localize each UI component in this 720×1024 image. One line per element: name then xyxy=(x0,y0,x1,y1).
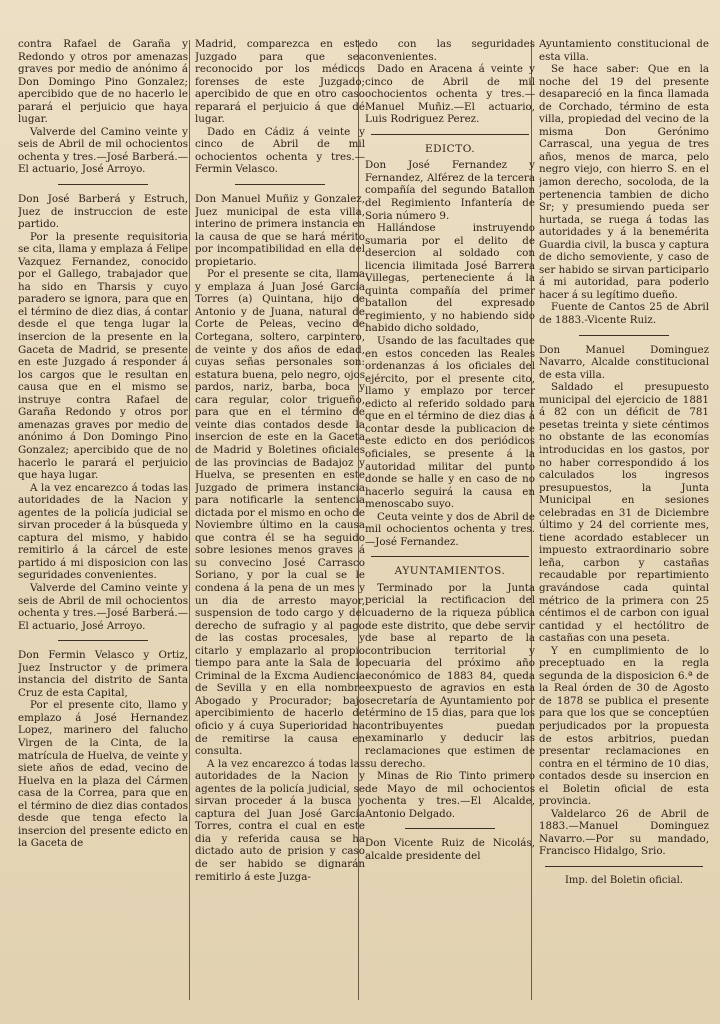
signature-line: Valdelarco 26 de Abril de 1883.—Manuel Dominguez Navarro.—Por su mandado, Francisco Hidalgo, Srio. xyxy=(539,807,709,858)
paragraph: Se hace saber: Que en la noche del 19 del presente desapareció en la finca llamada de Corchado, término de esta villa, propiedad del vecino de la misma Don Gerónimo Carrascal, una yegua de tres años, menos de marca, pelo negro viejo, con hierro S. en el jamon derecho, socoloda, de la pertenencia tambien de dicho Sr; y presumiendo pueda ser hurtada, se ruega á todas las autoridades y á la benemérita Guardia civil, la busca y captura de dicho semoviente, y caso de ser habido se sirvan participarlo á mi autoridad, para poderlo hacer á su legítimo dueño. xyxy=(539,63,709,301)
column-4 xyxy=(539,38,709,1008)
paragraph: A la vez encarezco á todas las autoridades de la Nacion y agentes de la policía judicial se sirvan proceder á la búsqueda y captura del mismo, y habido remitirlo á la cárcel de este partido á mi disposicion con las seguridades convenientes. xyxy=(18,481,188,582)
paragraph: Madrid, comparezca en este Juzgado para que sea reconocido por los médicos forenses de este Juzgado; apercibido de que en otro caso reparará el perjuicio á que dé lugar. xyxy=(195,38,365,126)
separator-rule xyxy=(405,828,495,829)
notice-heading: Ayuntamiento constitucional de esta villa. xyxy=(539,38,709,63)
notice-heading: Don Fermin Velasco y Ortiz, Juez Instructor y de primera instancia del distrito de Santa Cruz de esta Capital, xyxy=(18,649,188,699)
separator-rule xyxy=(545,866,703,867)
separator-rule xyxy=(58,184,148,185)
paragraph: Saldado el presupuesto municipal del ejercicio de 1881 á 82 con un déficit de 781 pesetas treinta y siete céntimos no obstante de las economías introducidas en los gastos, por no haber correspondido á los calculados los ingresos presupuestos, la Junta Municipal en sesiones celebradas en 31 de Diciembre último y 24 del corriente mes, tiene acordado establecer un impuesto extraordinario sobre leña, carbon y castañas recaudable por repartimiento gravándose cada quintal métrico de la primera con 25 céntimos el de carbon con igual cantidad y el hectólitro de castañas con una peseta. xyxy=(539,381,709,645)
paragraph: Por el presente se cita, llama y emplaza á Juan José García Torres (a) Quintana, hijo de Antonio y de Juana, natural de Corte de Peleas, vecino de Cortegana, soltero, carpintero, de veinte y dos años de edad, cuyas señas personales son: estatura buena, pelo negro, ojos pardos, nariz, barba, boca y cara regular, color trigueño, para que en el término de veinte dias contados desde la insercion de este en la Gaceta de Madrid y Boletines oficiales de las provincias de Badajoz y Huelva, se presenten en este Juzgado de primera instancia para notificarle la sentencia dictada por el mismo en ocho de Noviembre último en la causa que contra él se ha seguido sobre lesiones menos graves á su convecino José Carrasco Soriano, y por la cual se le condena á la pena de un mes y un dia de arresto mayor, suspension de todo cargo y del derecho de sufragio y al pago de las costas procesales, y citarlo y emplazarlo al propio tiempo para ante la Sala de lo Criminal de la Excma Audiencia de Sevilla y en ella nombre Abogado y Procurador; bajo apercibimiento de hacerlo de oficio y á cuya Superioridad ha de remitirse la causa en consulta. xyxy=(195,268,365,758)
paragraph: Terminado por la Junta pericial la rectificacion del cuaderno de la riqueza pública de este distrito, que debe servir de base al reparto de la contribucion territorial y pecuaria del próximo año económico de 1883 84, queda expuesto de agravios en esta secretaría de Ayuntamiento por término de 15 dias, para que los contribuyentes puedan examinarlo y deducir las reclamaciones que estimen de su derecho. xyxy=(365,581,535,770)
signature-line: Dado en Cádiz á veinte y cinco de Abril de mil ochocientos ochenta y tres.—Fermin Velasco. xyxy=(195,125,365,176)
paragraph: A la vez encarezco á todas las autoridades de la Nacion y agentes de la policía judicial, se sirvan proceder á la busca y captura del Juan José García Torres, contra el cual en este dia y referida causa se ha dictado auto de prision y caso de ser habido se dignarán remitirlo á este Juzga- xyxy=(195,757,365,883)
section-title-edicto: EDICTO. xyxy=(424,142,476,155)
signature-line: Fuente de Cantos 25 de Abril de 1883.-Vicente Ruiz. xyxy=(539,301,709,327)
column-1 xyxy=(18,38,188,1008)
signature-line: Ceuta veinte y dos de Abril de mil ochocientos ochenta y tres.—José Fernandez. xyxy=(365,510,535,548)
paragraph: Por la presente requisitoria se cita, llama y emplaza á Felipe Vazquez Fernandez, conocido por el Gallego, trabajador que ha sido en Tharsis y cuyo paradero se ignora, para que en el término de diez dias, á contar desde el que tenga lugar la insercion de la presente en la Gaceta de Madrid, se presente en este Juzgado á responder á los cargos que le resultan en causa que en el mismo se instruye contra Rafael de Garaña Redondo y otros por amenazas graves por medio de anónimo á Don Domingo Pino Gonzalez; apercibido que de no hacerlo le parará el perjuicio que haya lugar. xyxy=(18,230,188,482)
separator-rule xyxy=(579,335,669,336)
separator-rule xyxy=(371,134,529,135)
notice-heading: Don Vicente Ruiz de Nicolás, alcalde presidente del xyxy=(365,837,535,862)
signature-line: Dado en Aracena á veinte y cinco de Abril de mil ochocientos ochenta y tres.—Manuel Muñiz.—El actuario, Luis Rodriguez Perez. xyxy=(365,63,535,126)
paragraph: do con las seguridades convenientes. xyxy=(365,38,535,63)
signature-line: Valverde del Camino veinte y seis de Abril de mil ochocientos ochenta y tres.—José Barberá.—El actuario, José Arroyo. xyxy=(18,581,188,632)
section-title-ayuntamientos: AYUNTAMIENTOS. xyxy=(394,565,506,578)
notice-heading: Don José Barberá y Estruch, Juez de instruccion de este partido. xyxy=(18,193,188,231)
signature-line: Minas de Rio Tinto primero de Mayo de mil ochocientos ochenta y tres.—El Alcalde, Antonio Delgado. xyxy=(365,770,535,820)
paragraph: contra Rafael de Garaña y Redondo y otros por amenazas graves por medio de anónimo á Don Domingo Pino Gonzalez; apercibido que de no hacerlo le parará el perjuicio que haya lugar. xyxy=(18,38,188,126)
signature-line: Valverde del Camino veinte y seis de Abril de mil ochocientos ochenta y tres.—José Barberá.—El actuario, José Arroyo. xyxy=(18,125,188,176)
separator-rule xyxy=(235,184,325,185)
notice-heading: Don Manuel Muñiz y Gonzalez, Juez municipal de esta villa, interino de primera instancia en la causa de que se hará mérito por incompatibilidad en ella del propietario. xyxy=(195,193,365,268)
column-2 xyxy=(195,38,365,1008)
column-divider xyxy=(189,40,190,1000)
separator-rule xyxy=(58,640,148,641)
notice-heading: Don José Fernandez y Fernandez, Alférez de la tercera compañía del segundo Batallon del Regimiento Infantería de Soria número 9. xyxy=(365,159,535,222)
paragraph: Y en cumplimiento de lo preceptuado en la regla segunda de la disposicion 6.ª de la Real órden de 30 de Agosto de 1878 se publica el presente para que los que se conceptúen perjudicados por la propuesta de estos arbitrios, puedan presentar reclamaciones en contra en el término de 10 dias, contados desde su insercion en el Boletin oficial de esta provincia. xyxy=(539,644,709,808)
paragraph: Hallándose instruyendo sumaria por el delito de desercion al soldado con licencia ilimitada José Barrera Villegas, perteneciente á la quinta compañía del primer batallon del expresado regimiento, y no habiendo sido habido dicho soldado, xyxy=(365,222,535,335)
notice-heading: Don Manuel Dominguez Navarro, Alcalde constitucional de esta villa. xyxy=(539,343,709,381)
imprint: Imp. del Boletin oficial. xyxy=(564,875,684,886)
paragraph: Por el presente cito, llamo y emplazo á José Hernandez Lopez, marinero del falucho Virgen de la Cinta, de la matrícula de Huelva, de veinte y siete años de edad, vecino de Huelva en la plaza del Cármen casa de la Correa, para que en el término de diez dias contados desde que tenga efecto la insercion del presente edicto en la Gaceta de xyxy=(18,699,188,850)
paragraph: Usando de las facultades que en estos conceden las Reales ordenanzas á los oficiales del ejército, por el presente cito, llamo y emplazo por tercer edicto al referido soldado para que en el término de diez dias á contar desde la publicacion de este edicto en dos periódicos oficiales, se presente á la autoridad militar del punto donde se halle y en caso de no hacerlo seguirá la causa en menoscabo suyo. xyxy=(365,335,535,511)
separator-rule xyxy=(371,556,529,557)
column-3 xyxy=(365,38,535,1008)
